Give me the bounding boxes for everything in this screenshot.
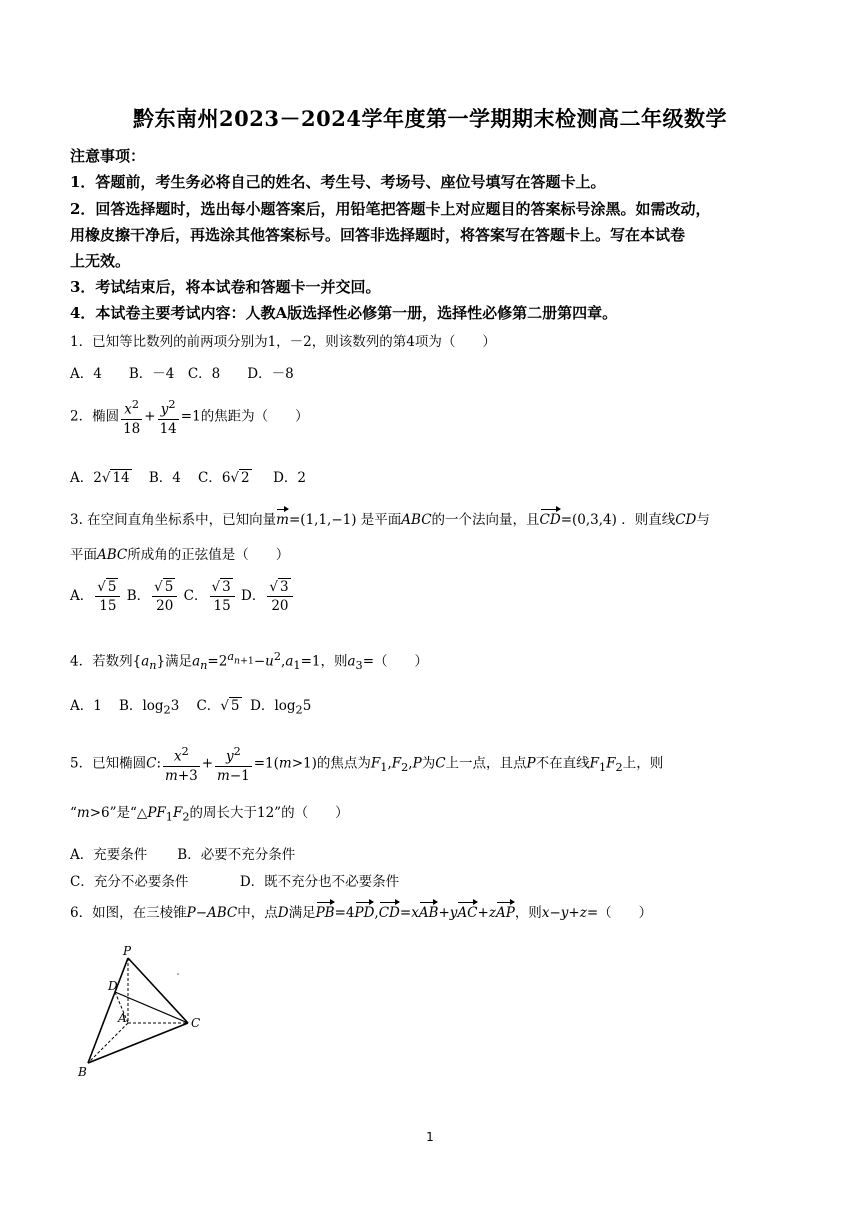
label-D: D	[108, 979, 118, 993]
label-C: C	[191, 1016, 201, 1030]
exam-title: 黔东南州2023－2024学年度第一学期期末检测高二年级数学	[133, 106, 727, 131]
question-3-options: A． $\frac{√ 5}{15}$ B． $\frac{√ 5}{20}$ C． $\frac{√ 3}{15}$ D． $\frac{√ 3}{20}$	[70, 578, 295, 615]
question-5-options-row-1: A．充要条件 B．必要不充分条件	[70, 847, 296, 863]
note-4: 4．本试卷主要考试内容：人教A版选择性必修第一册，选择性必修第二册第四章。	[70, 304, 618, 322]
question-5-line-1: 5．已知椭圆C: $\frac{x^2}{m+3}$ + $\frac{y^2}{m-1}$ =1(m>1)的焦点为$F_1,F_2,P$为C上一点，且点P不在直线$F_1F_2$上，则	[70, 745, 664, 784]
question-2-options: A．2√ 14 B．4 C．6√ 2 D．2	[70, 470, 307, 486]
label-P: P	[123, 944, 132, 958]
note-2-line-2: 用橡皮擦干净后，再选涂其他答案标号。回答非选择题时，将答案写在答题卡上。写在本试卷	[70, 226, 686, 244]
fraction: $\frac{x^2}{18}$	[123, 398, 141, 437]
label-A: A	[118, 1011, 127, 1025]
question-2-stem: 2．椭圆 $\frac{x^2}{18}$ + $\frac{y^2}{14}$ =1的焦距为（ ）	[70, 398, 309, 437]
page-number: 1	[426, 1130, 434, 1144]
fraction: $\frac{y^2}{14}$	[159, 398, 177, 437]
note-2-line-1: 2．回答选择题时，选出每小题答案后，用铅笔把答题卡上对应题目的答案标号涂黑。如需改动，	[70, 200, 711, 218]
note-3: 3．考试结束后，将本试卷和答题卡一并交回。	[70, 278, 381, 296]
tetrahedron-figure	[70, 940, 220, 1085]
label-B: B	[78, 1065, 87, 1079]
note-2-line-3: 上无效。	[70, 252, 131, 270]
question-6-stem: 6．如图，在三棱锥P−ABC中，点D满足PB=4PD,CD=xAB+yAC+zAP，则x−y+z=（ ）	[70, 905, 653, 921]
question-3-line-1: 3. 在空间直角坐标系中，已知向量m=(1,1,−1) 是平面ABC的一个法向量，且CD=(0,3,4) ．则直线CD与	[70, 512, 710, 528]
question-5-options-row-2: C．充分不必要条件 D．既不充分也不必要条件	[70, 874, 400, 890]
question-3-line-2: 平面ABC所成角的正弦值是（ ）	[70, 547, 290, 563]
question-1-options: A．4 B．－4 C．8 D．－8	[70, 366, 294, 382]
question-5-line-2: “m>6”是“$\triangle PF_1F_2$的周长大于12”的（ ）	[70, 805, 349, 824]
question-1-stem: 1．已知等比数列的前两项分别为1，－2，则该数列的第4项为（ ）	[70, 334, 496, 350]
question-4-options: A．1 B．$\log_23$ C．√ 5 D．$\log_25$	[70, 698, 312, 717]
notes-heading: 注意事项：	[70, 147, 146, 165]
question-4-stem: 4．若数列$\{a_n\}$满足$a_n=2^{a_{n+1}}-u^2,a_1=1$，则$a_3=$（ ）	[70, 650, 429, 673]
note-1: 1．答题前，考生务必将自己的姓名、考生号、考场号、座位号填写在答题卡上。	[70, 173, 606, 191]
